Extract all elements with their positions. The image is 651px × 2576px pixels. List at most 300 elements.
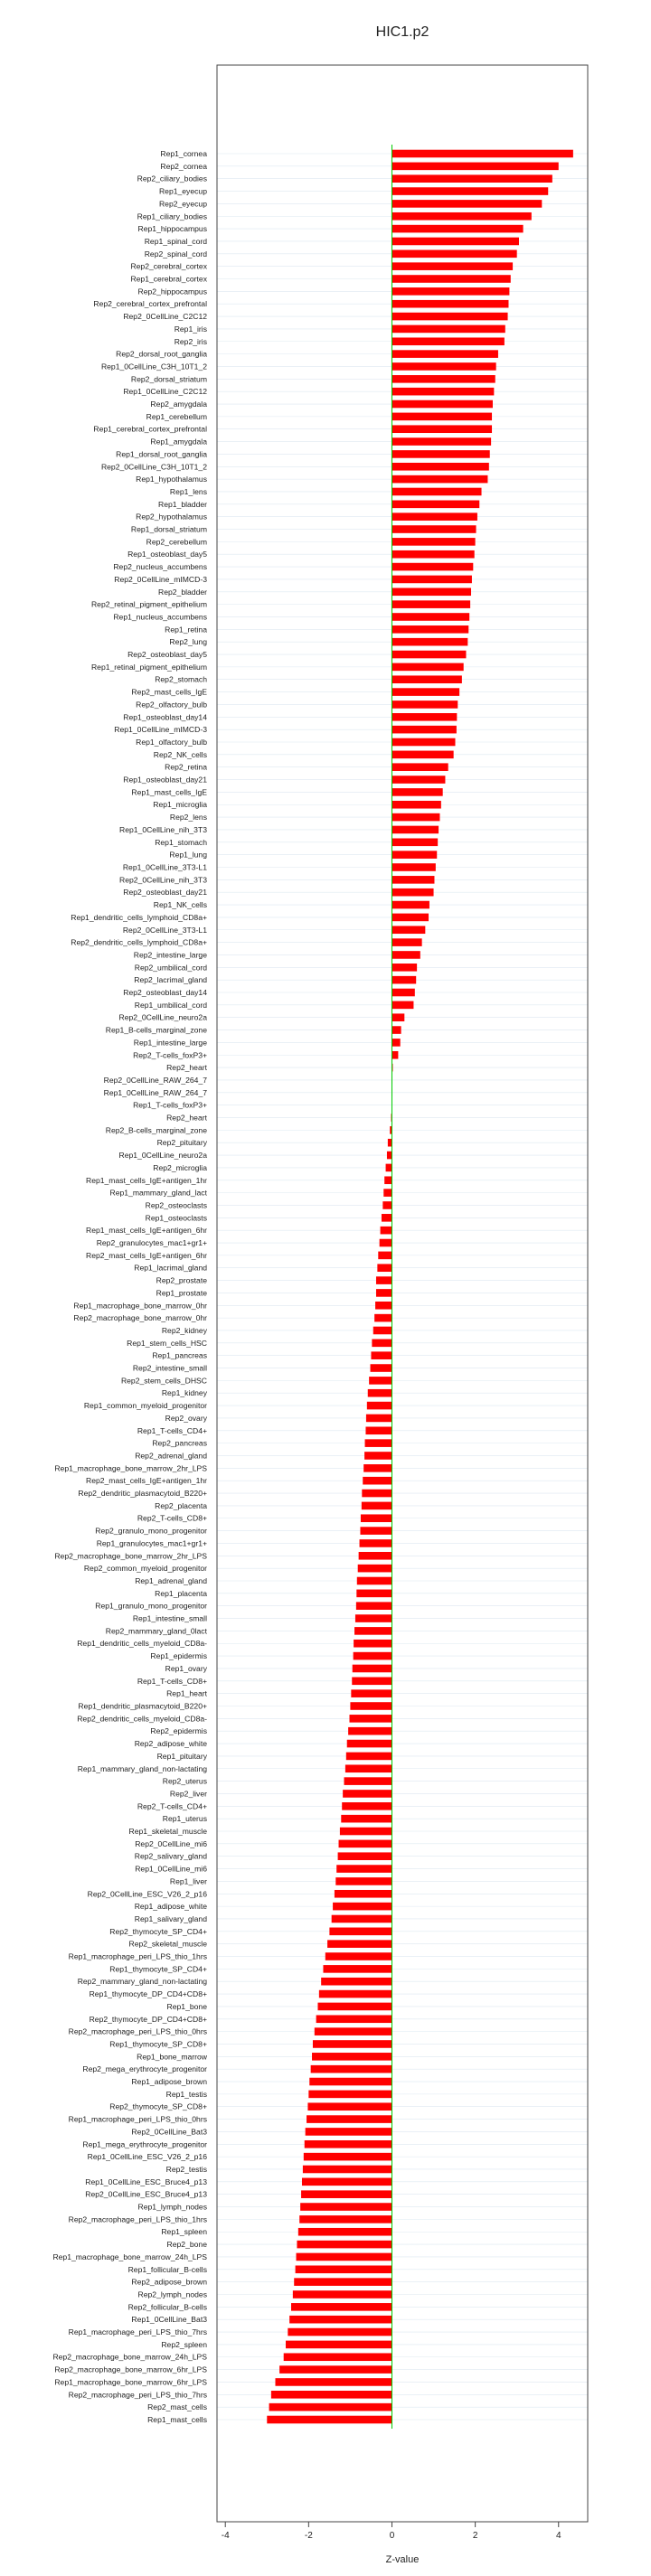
bar [392, 275, 510, 283]
category-label: Rep2_mast_cells_IgE+antigen_6hr [85, 1250, 207, 1260]
category-label: Rep1_epidermis [150, 1651, 207, 1661]
category-label: Rep2_cerebral_cortex [130, 261, 207, 271]
category-label: Rep1_adrenal_gland [135, 1575, 207, 1585]
bar [367, 1402, 392, 1410]
category-label: Rep2_cornea [160, 161, 207, 171]
bar [392, 863, 435, 871]
bar [392, 1051, 398, 1059]
bar [305, 2140, 392, 2148]
bar [374, 1314, 392, 1322]
bar [353, 1665, 392, 1673]
bar [365, 1426, 392, 1434]
category-label: Rep1_cerebellum [146, 411, 207, 421]
bar [392, 976, 416, 984]
category-label: Rep1_T-cells_foxP3+ [133, 1100, 207, 1110]
bar [359, 1552, 392, 1560]
category-label: Rep2_pituitary [156, 1138, 207, 1148]
category-label: Rep1_salivary_gland [134, 1913, 207, 1923]
category-label: Rep2_0CellLine_RAW_264_7 [103, 1075, 207, 1085]
bar [286, 2341, 392, 2349]
category-label: Rep2_osteoblast_day5 [127, 650, 207, 660]
category-label: Rep1_NK_cells [153, 900, 207, 910]
category-label: Rep2_osteoclasts [145, 1200, 207, 1210]
category-label: Rep2_retina [165, 762, 207, 772]
bar [392, 738, 455, 747]
category-label: Rep1_skeletal_muscle [128, 1827, 207, 1837]
category-label: Rep1_follicular_B-cells [127, 2264, 207, 2274]
category-label: Rep1_nucleus_accumbens [113, 612, 207, 622]
category-label: Rep2_thymocyte_DP_CD4+CD8+ [89, 2014, 207, 2024]
bar [323, 1965, 392, 1973]
category-label: Rep2_hippocampus [137, 287, 207, 296]
bar [362, 1502, 392, 1510]
category-label: Rep1_0CellLine_Bat3 [131, 2315, 207, 2325]
category-label: Rep1_osteoblast_day14 [123, 712, 207, 722]
bar [392, 413, 492, 421]
bar [350, 1702, 392, 1710]
bar [346, 1753, 392, 1761]
bar [392, 1026, 401, 1034]
bar [392, 525, 476, 533]
category-label: Rep2_granulocytes_mac1+gr1+ [96, 1238, 207, 1248]
category-label: Rep2_common_myeloid_progenitor [83, 1564, 207, 1574]
category-label: Rep1_dendritic_cells_myeloid_CD8a- [77, 1639, 207, 1649]
category-label: Rep2_macrophage_peri_LPS_thio_0hrs [68, 2026, 207, 2036]
bar [392, 388, 494, 396]
bar [392, 425, 492, 433]
bar [360, 1539, 392, 1547]
category-label: Rep1_macrophage_bone_marrow_6hr_LPS [54, 2377, 207, 2387]
bar [392, 813, 439, 822]
bar [271, 2391, 392, 2399]
category-label: Rep1_mammary_gland_non-lactating [77, 1763, 207, 1773]
category-label: Rep1_macrophage_bone_marrow_2hr_LPS [54, 1463, 207, 1473]
bar [364, 1452, 392, 1460]
category-label: Rep1_cerebral_cortex [130, 274, 207, 284]
category-label: Rep2_cerebellum [146, 537, 207, 547]
category-label: Rep1_macrophage_peri_LPS_thio_7hrs [68, 2327, 207, 2337]
bar [288, 2328, 392, 2336]
category-label: Rep2_dendritic_plasmacytoid_B220+ [78, 1489, 207, 1499]
category-label: Rep2_epidermis [150, 1726, 207, 1736]
category-label: Rep2_T-cells_CD4+ [137, 1801, 207, 1811]
category-label: Rep2_heart [166, 1113, 207, 1123]
bar [307, 2102, 392, 2111]
category-label: Rep1_thymocyte_DP_CD4+CD8+ [89, 1989, 207, 1999]
bar [306, 2128, 392, 2136]
bar [294, 2278, 392, 2286]
bar [275, 2378, 392, 2386]
category-label: Rep2_prostate [156, 1275, 207, 1285]
category-label: Rep2_mast_cells_IgE+antigen_1hr [85, 1476, 207, 1486]
category-label: Rep2_thymocyte_SP_CD8+ [109, 2101, 207, 2111]
category-label: Rep2_mast_cells_IgE [131, 687, 207, 697]
category-label: Rep1_thymocyte_SP_CD8+ [109, 2039, 207, 2049]
bar [308, 2091, 392, 2099]
category-label: Rep2_osteoblast_day14 [123, 988, 207, 998]
category-label: Rep1_ovary [165, 1663, 207, 1673]
bar [392, 901, 429, 909]
category-label: Rep2_T-cells_foxP3+ [133, 1050, 207, 1060]
category-label: Rep2_adipose_white [134, 1739, 207, 1749]
bar [392, 826, 439, 834]
category-label: Rep2_0CellLine_ESC_V26_2_p16 [87, 1889, 207, 1899]
bar [332, 1915, 392, 1923]
bar [392, 262, 513, 270]
category-label: Rep2_0CellLine_3T3-L1 [122, 925, 207, 935]
bar [354, 1627, 392, 1635]
bar [315, 2027, 392, 2035]
bar [307, 2115, 392, 2123]
bar [392, 625, 468, 634]
category-label: Rep2_testis [165, 2164, 207, 2174]
category-label: Rep2_nucleus_accumbens [113, 562, 207, 572]
bar [392, 788, 442, 796]
bar [392, 501, 479, 509]
category-label: Rep2_pancreas [152, 1438, 207, 1448]
bar [291, 2303, 392, 2311]
bar [392, 488, 481, 496]
bar [392, 675, 461, 683]
bar [357, 1577, 392, 1585]
bar [392, 964, 417, 972]
category-label: Rep1_0CellLine_mIMCD-3 [114, 725, 207, 735]
category-label: Rep1_placenta [155, 1588, 207, 1598]
bar [269, 2403, 392, 2411]
category-label: Rep2_mast_cells [147, 2402, 207, 2412]
category-label: Rep2_eyecup [158, 199, 207, 209]
bar [392, 463, 488, 471]
bar [356, 1590, 392, 1598]
category-label: Rep2_0CellLine_C2C12 [123, 312, 207, 322]
category-label: Rep2_B-cells_marginal_zone [105, 1125, 207, 1135]
category-label: Rep1_0CellLine_C3H_10T1_2 [100, 362, 207, 371]
bar [349, 1715, 392, 1723]
category-label: Rep2_intestine_large [133, 950, 207, 960]
category-label: Rep2_intestine_small [132, 1363, 207, 1373]
bar [300, 2203, 392, 2211]
category-label: Rep1_macrophage_peri_LPS_thio_0hrs [68, 2114, 207, 2124]
bar [355, 1614, 392, 1622]
category-label: Rep2_ciliary_bodies [137, 174, 207, 183]
bar [311, 2065, 392, 2073]
bar [392, 475, 487, 484]
bar [293, 2290, 392, 2299]
bar [392, 550, 474, 559]
category-label: Rep2_amygdala [150, 400, 207, 409]
category-label: Rep2_T-cells_CD8+ [137, 1513, 207, 1523]
category-label: Rep2_macrophage_bone_marrow_24h_LPS [52, 2352, 207, 2362]
category-label: Rep1_granulo_mono_progenitor [95, 1601, 207, 1611]
bar [339, 1840, 392, 1848]
bar [352, 1678, 392, 1686]
category-label: Rep2_macrophage_peri_LPS_thio_1hrs [68, 2214, 207, 2224]
x-tick-label: -4 [221, 2531, 230, 2541]
category-label: Rep2_kidney [161, 1325, 207, 1335]
category-label: Rep2_macrophage_bone_marrow_2hr_LPS [54, 1551, 207, 1561]
category-label: Rep2_0CellLine_neuro2a [118, 1012, 207, 1022]
bar [345, 1764, 392, 1772]
category-label: Rep1_amygdala [150, 437, 207, 447]
category-label: Rep1_0CellLine_nih_3T3 [119, 824, 207, 834]
bar [392, 926, 425, 934]
bar [392, 350, 497, 358]
x-axis [222, 2522, 561, 2541]
bar [321, 1978, 392, 1986]
bar [289, 2316, 392, 2324]
category-label: Rep1_osteoblast_day5 [127, 550, 207, 559]
category-label: Rep2_dendritic_cells_lymphoid_CD8a+ [71, 937, 207, 947]
category-label: Rep2_stem_cells_DHSC [120, 1376, 207, 1386]
category-label: Rep2_dendritic_cells_myeloid_CD8a- [77, 1714, 207, 1724]
category-label: Rep1_T-cells_CD8+ [137, 1676, 207, 1686]
bar [365, 1439, 392, 1447]
bar [354, 1652, 392, 1660]
bar [392, 337, 504, 345]
bar [361, 1514, 392, 1522]
category-label: Rep1_microglia [153, 800, 207, 810]
category-label: Rep1_lacrimal_gland [134, 1263, 207, 1273]
bar [392, 700, 458, 709]
bar [392, 450, 489, 458]
bar [267, 2416, 392, 2424]
bar [392, 651, 466, 659]
category-label: Rep1_0CellLine_mi6 [135, 1864, 207, 1874]
category-label: Rep1_0CellLine_ESC_Bruce4_p13 [85, 2176, 207, 2186]
category-label: Rep1_hypothalamus [136, 475, 207, 484]
category-label: Rep1_uterus [162, 1814, 207, 1824]
bar [392, 938, 421, 946]
bar [392, 951, 420, 959]
bar [392, 300, 508, 308]
bar [392, 888, 433, 897]
bar [392, 726, 456, 734]
bar [363, 1464, 392, 1472]
category-label: Rep1_mast_cells [147, 2415, 207, 2424]
bar [392, 250, 516, 259]
category-label: Rep1_0CellLine_C2C12 [123, 387, 207, 397]
category-label: Rep1_kidney [161, 1388, 207, 1398]
bar [316, 2015, 392, 2023]
bar [302, 2178, 392, 2186]
bar [369, 1377, 392, 1385]
bar [387, 1152, 392, 1160]
bar [376, 1289, 392, 1297]
bar [381, 1227, 392, 1235]
bar [392, 1001, 413, 1010]
x-tick-label: 0 [389, 2531, 395, 2541]
category-label: Rep1_0CellLine_3T3-L1 [122, 862, 207, 872]
bar [358, 1565, 392, 1573]
bar [344, 1777, 392, 1785]
category-label: Rep2_0CellLine_nih_3T3 [119, 875, 207, 885]
plot-frame [217, 65, 588, 2522]
bar [372, 1340, 392, 1348]
bar [392, 851, 437, 859]
category-label: Rep2_uterus [162, 1776, 207, 1786]
bar [298, 2228, 392, 2236]
category-label: Rep1_bladder [158, 499, 207, 509]
category-label: Rep2_macrophage_peri_LPS_thio_7hrs [68, 2390, 207, 2400]
category-label: Rep1_mast_cells_IgE [131, 787, 207, 797]
category-label: Rep2_mammary_gland_0lact [105, 1626, 207, 1636]
category-label: Rep2_lacrimal_gland [134, 975, 207, 985]
category-label: Rep1_intestine_large [133, 1038, 207, 1048]
category-label: Rep2_mega_erythrocyte_progenitor [82, 2064, 207, 2074]
category-label: Rep2_umbilical_cord [134, 963, 207, 973]
bar [366, 1415, 392, 1423]
bar [319, 1990, 392, 1998]
category-label: Rep1_B-cells_marginal_zone [105, 1025, 207, 1035]
bar [341, 1815, 392, 1823]
bar [340, 1828, 392, 1836]
category-label: Rep1_osteoclasts [145, 1213, 207, 1223]
bar [382, 1201, 392, 1209]
bar [392, 839, 438, 847]
category-label: Rep1_pancreas [152, 1350, 207, 1360]
category-label: Rep2_salivary_gland [134, 1851, 207, 1861]
category-label: Rep2_macrophage_bone_marrow_0hr [73, 1313, 207, 1323]
category-label: Rep2_lung [169, 637, 207, 647]
category-label: Rep2_lens [169, 813, 207, 823]
category-label: Rep1_macrophage_bone_marrow_0hr [73, 1301, 207, 1311]
category-label: Rep1_osteoblast_day21 [123, 775, 207, 785]
bar [378, 1252, 392, 1260]
bar [392, 187, 548, 195]
bar [392, 150, 572, 158]
bar [392, 400, 492, 409]
bar [392, 174, 552, 183]
category-label: Rep1_adipose_white [134, 1902, 207, 1912]
bar [354, 1640, 392, 1648]
bar [327, 1940, 392, 1948]
bar [329, 1928, 392, 1936]
category-label: Rep1_dorsal_root_ganglia [116, 449, 207, 459]
bar [392, 763, 448, 771]
category-label: Rep2_liver [169, 1789, 207, 1799]
bar [392, 163, 558, 171]
category-label: Rep1_liver [169, 1876, 207, 1886]
category-label: Rep1_hippocampus [137, 224, 207, 234]
bar [382, 1214, 392, 1222]
bar [392, 751, 453, 759]
category-label: Rep2_osteoblast_day21 [123, 888, 207, 898]
bar [363, 1477, 392, 1485]
category-label: Rep2_NK_cells [153, 749, 207, 759]
chart-title: HIC1.p2 [375, 24, 429, 40]
bar [351, 1689, 392, 1697]
category-label: Rep1_0CellLine_ESC_V26_2_p16 [87, 2152, 207, 2162]
bar [392, 225, 523, 233]
category-label: Rep2_thymocyte_SP_CD4+ [109, 1926, 207, 1936]
category-label: Rep1_spinal_cord [144, 236, 207, 246]
category-label: Rep2_placenta [155, 1500, 207, 1510]
bar [392, 563, 473, 571]
bar [386, 1164, 392, 1172]
category-label: Rep1_macrophage_bone_marrow_24h_LPS [52, 2252, 207, 2261]
bar [338, 1852, 392, 1860]
category-label: Rep1_mammary_gland_lact [109, 1188, 207, 1198]
bar [392, 313, 507, 321]
category-label: Rep2_hypothalamus [136, 512, 207, 522]
bar [343, 1790, 392, 1798]
bar [392, 375, 495, 383]
bar [392, 287, 509, 296]
bar [392, 238, 519, 246]
bar [284, 2353, 392, 2361]
bar [392, 638, 467, 646]
bar [348, 1727, 392, 1735]
bar [297, 2253, 392, 2261]
bar [371, 1364, 392, 1372]
category-label: Rep2_olfactory_bulb [136, 700, 207, 710]
bar [371, 1351, 392, 1359]
bar [333, 1903, 392, 1911]
category-label: Rep1_stem_cells_HSC [127, 1338, 207, 1348]
bar [383, 1189, 392, 1197]
category-label: Rep1_eyecup [158, 186, 207, 196]
category-label: Rep2_skeletal_muscle [128, 1939, 207, 1949]
bar [392, 713, 457, 721]
bar [317, 2003, 392, 2011]
category-label: Rep2_spleen [161, 2339, 207, 2349]
category-label: Rep1_granulocytes_mac1+gr1+ [96, 1538, 207, 1548]
category-label: Rep1_macrophage_peri_LPS_thio_1hrs [68, 1951, 207, 1961]
category-label: Rep2_dorsal_root_ganglia [116, 349, 207, 359]
category-label: Rep2_ovary [165, 1413, 207, 1423]
category-label: Rep2_adrenal_gland [135, 1451, 207, 1461]
category-label: Rep2_adipose_brown [131, 2277, 207, 2287]
category-label: Rep1_bone_marrow [137, 2052, 207, 2062]
bar [392, 588, 471, 596]
category-label: Rep1_ciliary_bodies [137, 212, 207, 221]
category-label: Rep2_stomach [155, 674, 207, 684]
bar [279, 2365, 392, 2374]
bar [377, 1264, 392, 1272]
bar [299, 2215, 392, 2223]
bar [392, 576, 471, 584]
bar [326, 1952, 392, 1960]
bar [392, 437, 491, 446]
bar [388, 1139, 392, 1147]
category-label: Rep2_heart [166, 1063, 207, 1073]
category-label: Rep1_pituitary [156, 1751, 207, 1761]
category-label: Rep1_mast_cells_IgE+antigen_6hr [85, 1226, 207, 1236]
bar [392, 200, 542, 208]
category-label: Rep1_dendritic_cells_lymphoid_CD8a+ [71, 912, 207, 922]
category-label: Rep2_0CellLine_Bat3 [131, 2127, 207, 2137]
category-label: Rep1_umbilical_cord [134, 1000, 207, 1010]
category-label: Rep2_0CellLine_mIMCD-3 [114, 574, 207, 584]
bar [392, 212, 531, 221]
category-label: Rep2_bone [166, 2240, 207, 2250]
category-label: Rep1_dorsal_striatum [130, 524, 207, 534]
category-label: Rep2_retinal_pigment_epithelium [90, 599, 207, 609]
bar [392, 801, 440, 809]
category-label: Rep1_0CellLine_RAW_264_7 [103, 1087, 207, 1097]
bar [392, 914, 429, 922]
bar [335, 1877, 392, 1885]
bars [267, 150, 573, 2424]
bar [312, 2053, 392, 2061]
category-label: Rep2_dorsal_striatum [130, 374, 207, 384]
category-label: Rep2_lymph_nodes [137, 2289, 207, 2299]
bar [297, 2241, 392, 2249]
bar [335, 1890, 392, 1898]
x-axis-title: Z-value [385, 2554, 420, 2565]
bar [392, 688, 459, 696]
category-label: Rep1_heart [166, 1688, 207, 1698]
